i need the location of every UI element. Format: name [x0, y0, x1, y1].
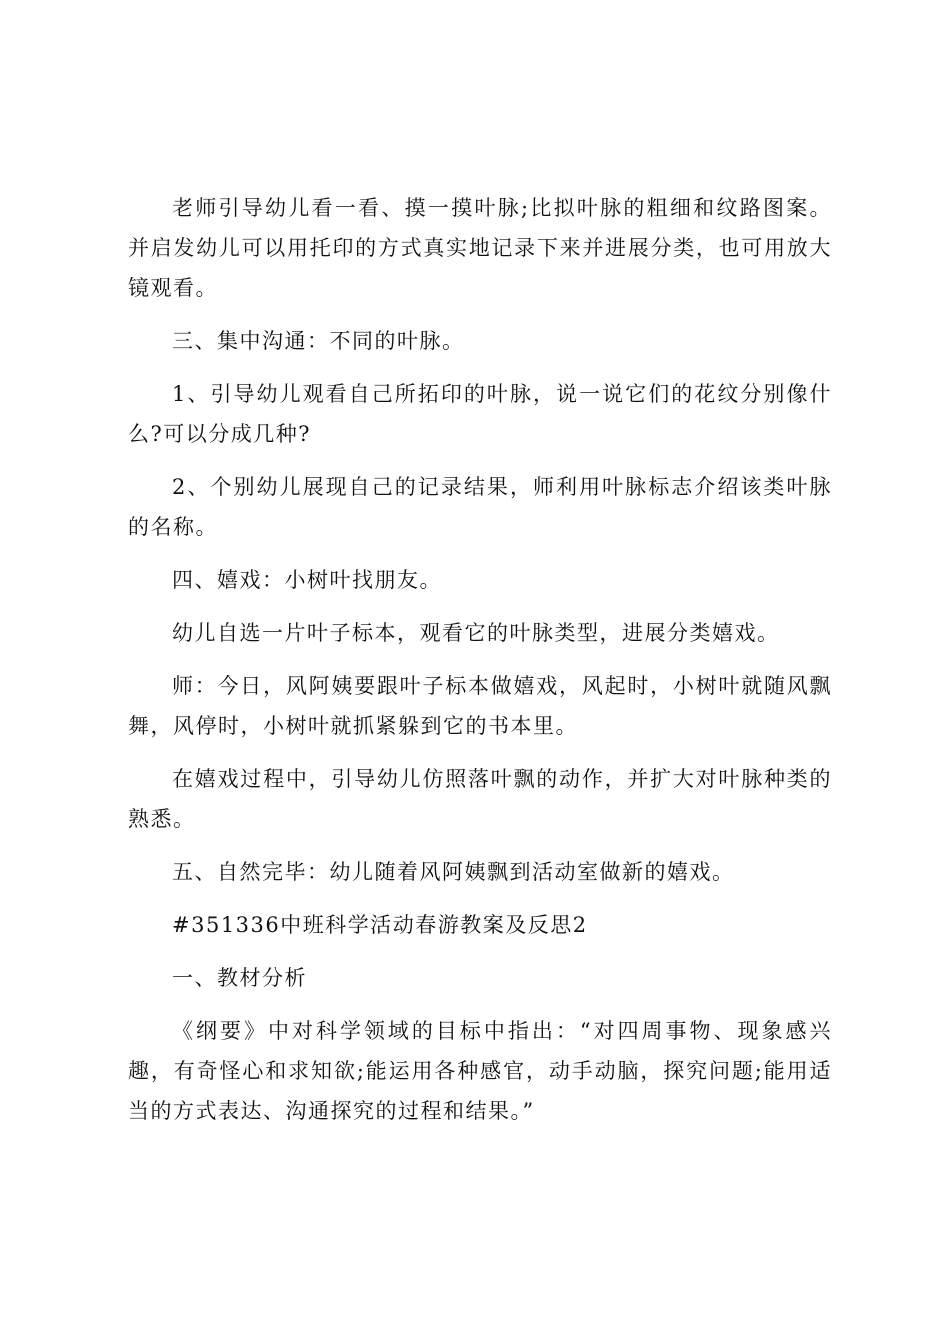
paragraph-game-process: 在嬉戏过程中，引导幼儿仿照落叶飘的动作，并扩大对叶脉种类的熟悉。: [128, 767, 832, 831]
section-heading-material-analysis: 一、教材分析: [172, 966, 307, 990]
paragraph-leaf-observation: 老师引导幼儿看一看、摸一摸叶脉;比拟叶脉的粗细和纹路图案。并启发幼儿可以用托印的方式真实地记录下来并进展分类，也可用放大镜观看。: [128, 196, 832, 300]
section-heading-communication: 三、集中沟通：不同的叶脉。: [172, 329, 465, 353]
document-body: [128, 188, 832, 1144]
paragraph-step-2: 2、个别幼儿展现自己的记录结果，师利用叶脉标志介绍该类叶脉的名称。: [128, 475, 832, 539]
paragraph-game-intro: 幼儿自选一片叶子标本，观看它的叶脉类型，进展分类嬉戏。: [172, 621, 780, 645]
paragraph-guideline-quote: 《纲要》中对科学领域的目标中指出：“对四周事物、现象感兴趣，有奇怪心和求知欲;能运用各种感官，动手动脑，探究问题;能用适当的方式表达、沟通探究的过程和结果。”: [128, 1019, 832, 1123]
section-heading-game: 四、嬉戏：小树叶找朋友。: [172, 568, 442, 592]
paragraph-teacher-dialogue: 师：今日，风阿姨要跟叶子标本做嬉戏，风起时，小树叶就随风飘舞，风停时，小树叶就抓紧躲到它的书本里。: [128, 674, 832, 738]
paragraph-step-1: 1、引导幼儿观看自己所拓印的叶脉，说一说它们的花纹分别像什么?可以分成几种?: [128, 382, 832, 446]
section-heading-ending: 五、自然完毕：幼儿随着风阿姨飘到活动室做新的嬉戏。: [172, 860, 735, 884]
lesson-plan-title: #351336中班科学活动春游教案及反思2: [172, 913, 588, 937]
